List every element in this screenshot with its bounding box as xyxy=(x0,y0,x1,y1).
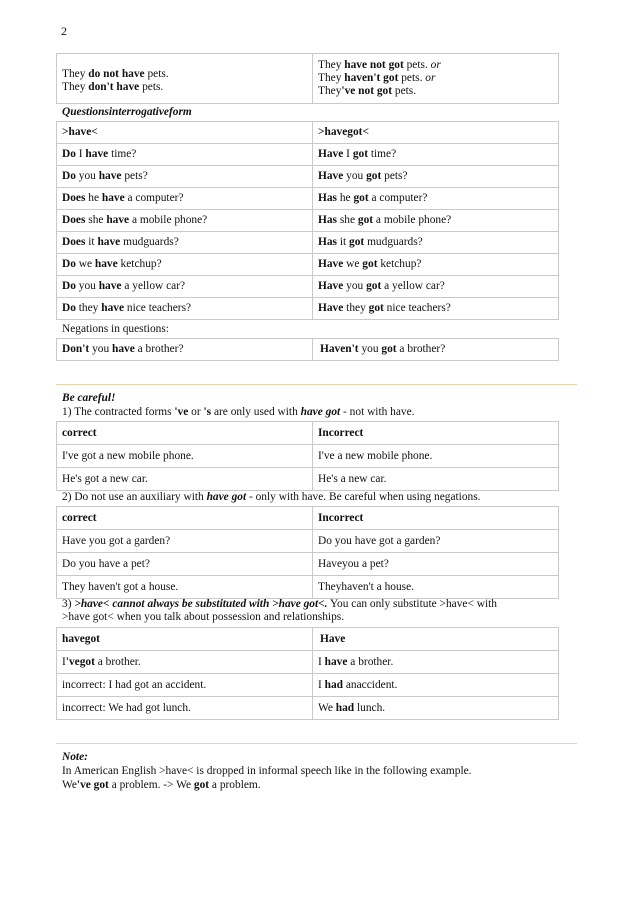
table-row: I'vegot a brother. I have a brother. xyxy=(57,651,559,674)
column-header: Have xyxy=(313,628,559,651)
negative-forms-table xyxy=(56,53,559,104)
table-row: incorrect: I had got an accident. I had anaccident. xyxy=(57,674,559,697)
negations-in-questions-table xyxy=(56,338,559,361)
auxiliary-table xyxy=(56,506,559,599)
page-number: 2 xyxy=(61,24,67,38)
note-line-1: In American English >have< is dropped in informal speech like in the following example. xyxy=(62,765,472,777)
table-row: Do we have ketchup? Have we got ketchup? xyxy=(57,254,559,276)
table-row: Do you have pets? Have you got pets? xyxy=(57,166,559,188)
column-header: Incorrect xyxy=(313,422,559,445)
table-row: Do you have a pet? Haveyou a pet? xyxy=(57,553,559,576)
negative-forms-have-cell xyxy=(57,54,313,104)
contracted-forms-table xyxy=(56,421,559,491)
table-row: Do they have nice teachers? Have they got nice teachers? xyxy=(57,298,559,320)
section-divider xyxy=(56,743,577,744)
column-header: >havegot< xyxy=(313,122,559,144)
negative-line: They don't have pets. xyxy=(62,80,164,93)
negative-line: They haven't got pets. or xyxy=(318,72,436,84)
questions-table xyxy=(56,121,559,320)
negative-line: They have not got pets. or xyxy=(318,59,441,71)
possession-table xyxy=(56,627,559,720)
note-title: Note: xyxy=(62,751,88,763)
column-header: >have< xyxy=(57,122,313,144)
table-row: Does he have a computer? Has he got a computer? xyxy=(57,188,559,210)
negative-line: They've not got pets. xyxy=(318,85,417,97)
note-line-2: We've got a problem. -> We got a problem. xyxy=(62,779,261,791)
section-divider xyxy=(56,384,577,385)
table-row: He's got a new car. He's a new car. xyxy=(57,468,559,491)
rule-3: 3) >have< cannot always be substituted with >have got<. You can only substitute >have< with >have got< when you talk about possession and relationships. xyxy=(62,598,497,623)
column-header: correct xyxy=(57,422,313,445)
table-row: Do you have a yellow car? Have you got a yellow car? xyxy=(57,276,559,298)
rule-2: 2) Do not use an auxiliary with have got - only with have. Be careful when using negations. xyxy=(62,491,481,503)
column-header: Incorrect xyxy=(313,507,559,530)
be-careful-title: Be careful! xyxy=(62,392,116,404)
table-row: incorrect: We had got lunch. We had lunch. xyxy=(57,697,559,720)
negative-forms-havegot-cell xyxy=(313,54,559,104)
table-row: Do I have time? Have I got time? xyxy=(57,144,559,166)
table-row: I've got a new mobile phone. I've a new mobile phone. xyxy=(57,445,559,468)
table-row: Does it have mudguards? Has it got mudguards? xyxy=(57,232,559,254)
column-header: correct xyxy=(57,507,313,530)
negative-line: They do not have pets. xyxy=(62,67,169,80)
questions-heading: Questionsinterrogativeform xyxy=(62,106,192,118)
rule-1: 1) The contracted forms 've or 's are only used with have got - not with have. xyxy=(62,406,415,418)
column-header: havegot xyxy=(57,628,313,651)
table-row: Don't you have a brother? Haven't you got a brother? xyxy=(57,339,559,361)
negations-in-questions-label: Negations in questions: xyxy=(62,323,169,335)
table-row: Have you got a garden? Do you have got a garden? xyxy=(57,530,559,553)
table-row: They haven't got a house. Theyhaven't a house. xyxy=(57,576,559,599)
table-row: Does she have a mobile phone? Has she got a mobile phone? xyxy=(57,210,559,232)
